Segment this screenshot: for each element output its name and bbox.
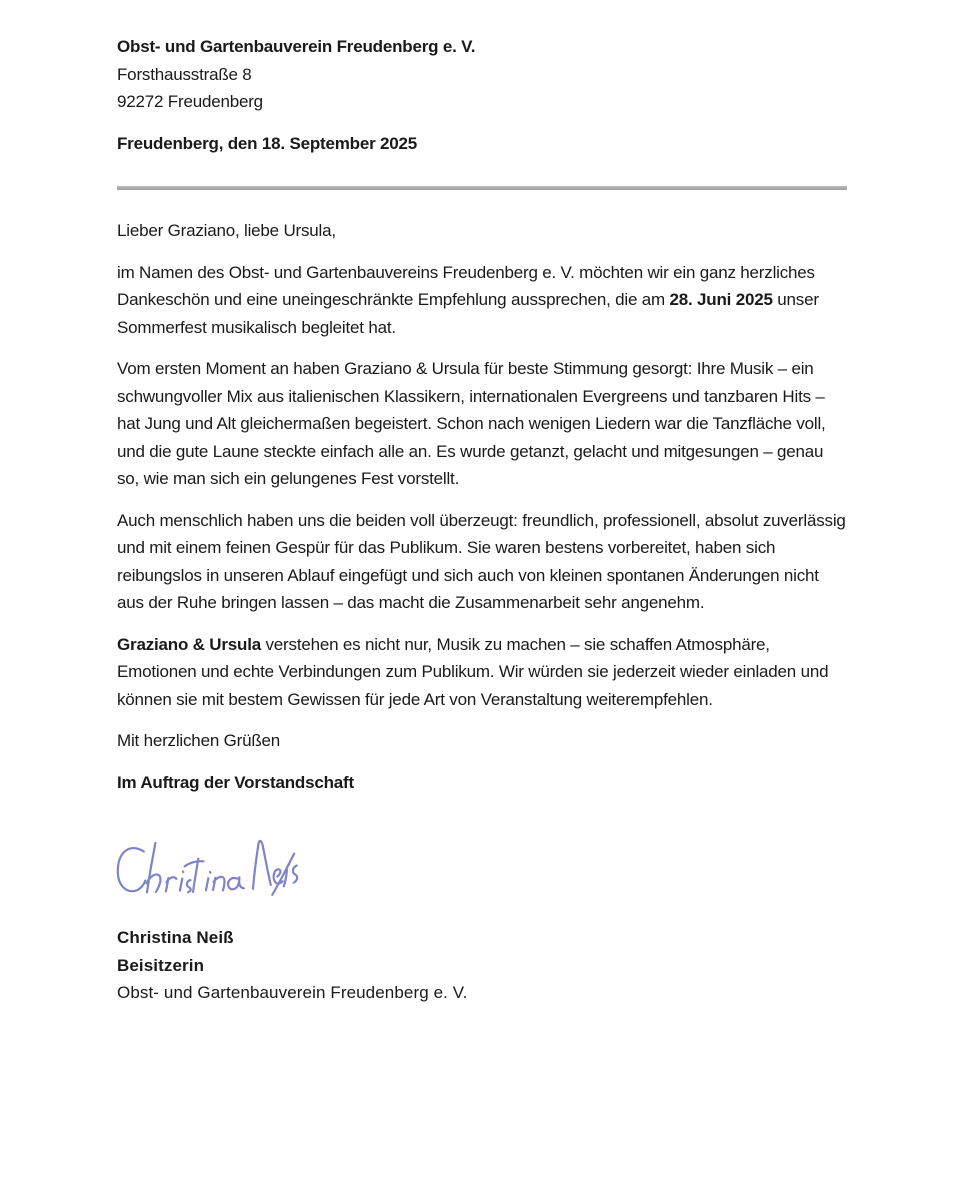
paragraph-text: unser Sommerfest musikalisch begleitet hat. bbox=[117, 290, 819, 337]
paragraph-text: Auch menschlich haben uns die beiden voll überzeugt: freundlich, professionell, absolut zuverlässig und mit einem feinen Gespür für das Publikum. Sie waren bestens vorbereitet, haben sich reibungslos in unseren Ablauf eingefügt und sich auch von kleinen spontanen Änderungen nicht aus der Ruhe bringen lassen – das macht die Zusammenarbeit sehr angenehm. bbox=[117, 510, 846, 612]
event-date-bold: 28. Juni 2025 bbox=[669, 290, 773, 309]
sender-street: Forsthausstraße 8 bbox=[117, 64, 252, 84]
paragraph-text: im Namen des Obst- und Gartenbauvereins Freudenberg e. V. möchten wir ein ganz herzliches Dankeschön und eine uneingeschränkte Empfehlung aussprechen, die am bbox=[117, 262, 815, 309]
paragraph-character bbox=[117, 507, 847, 617]
signoff-block bbox=[117, 924, 847, 1007]
paragraph-recommendation bbox=[117, 631, 847, 714]
duo-name-bold: Graziano & Ursula bbox=[117, 634, 261, 654]
signer-role: Beisitzerin bbox=[117, 955, 205, 975]
sender-block bbox=[117, 33, 847, 157]
sender-name: Obst- und Gartenbauverein Freudenberg e. V. bbox=[117, 37, 476, 56]
closing-greeting: Mit herzlichen Grüßen bbox=[117, 731, 281, 750]
salutation: Lieber Graziano, liebe Ursula, bbox=[117, 221, 336, 240]
paragraph-thanks bbox=[117, 259, 847, 342]
dateline: Freudenberg, den 18. September 2025 bbox=[117, 133, 418, 153]
paragraph-text: Vom ersten Moment an haben Graziano & Ursula für beste Stimmung gesorgt: Ihre Musik – ein schwungvoller Mix aus italienischen Klassikern, internationalen Evergreens und tanzbaren Hits – hat Jung und Alt gleichermaßen begeistert. Schon nach wenigen Liedern war die Tanzfläche voll, und die gute Laune steckte einfach alle an. Es wurde getanzt, gelacht und mitgesungen – genau so, wie man sich ein gelungenes Fest vorstellt. bbox=[117, 359, 826, 488]
signer-name: Christina Neiß bbox=[117, 928, 234, 947]
on-behalf-line: Im Auftrag der Vorstandschaft bbox=[117, 772, 354, 792]
paragraph-text: verstehen es nicht nur, Musik zu machen – sie schaffen Atmosphäre, Emotionen und echte Verbindungen zum Publikum. Wir würden sie jederzeit wieder einladen und können sie mit bestem Gewissen für jede Art von Veranstaltung weiterempfehlen. bbox=[117, 634, 829, 709]
paragraph-performance bbox=[117, 355, 847, 493]
signer-organization: Obst- und Gartenbauverein Freudenberg e. V. bbox=[117, 983, 468, 1002]
sender-city: 92272 Freudenberg bbox=[117, 92, 263, 111]
signature-handwriting bbox=[111, 832, 311, 912]
divider-rule bbox=[117, 186, 847, 190]
